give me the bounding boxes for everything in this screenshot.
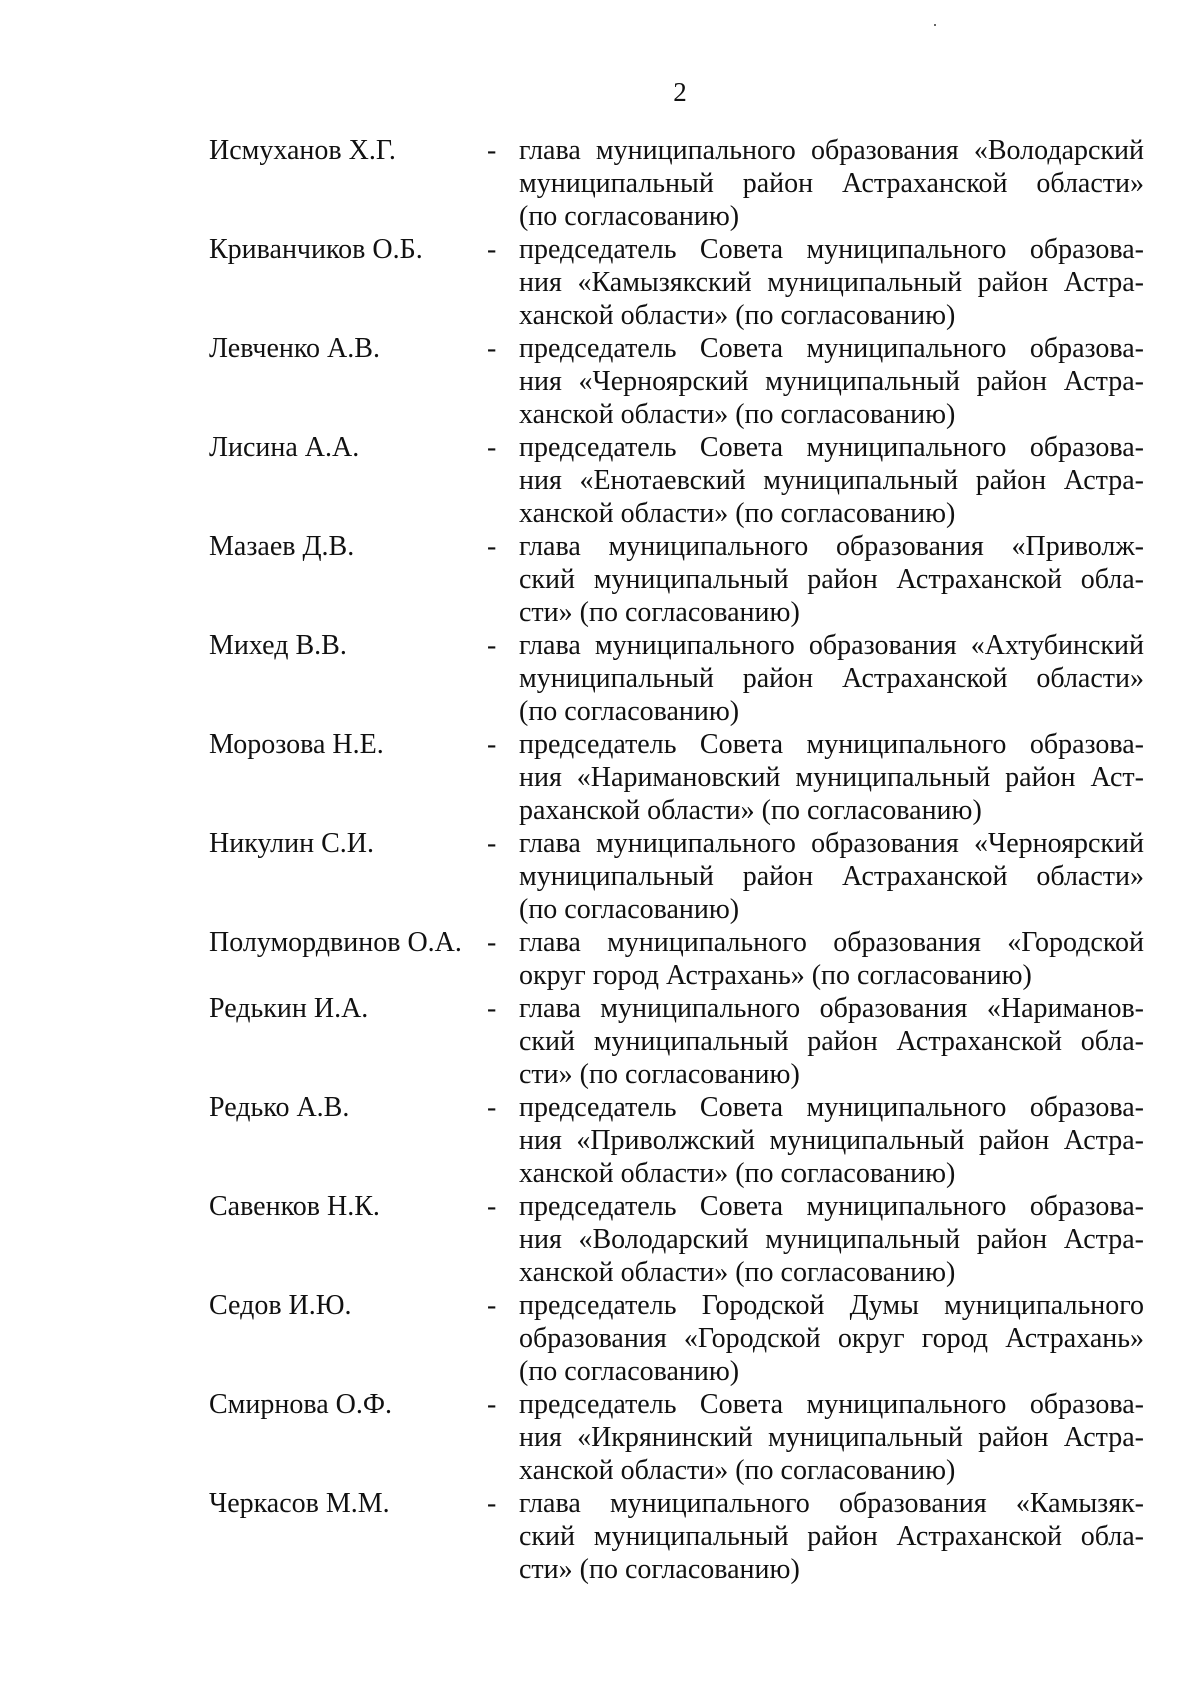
position-line: председатель Совета муниципального образова- <box>519 432 1144 463</box>
member-position <box>519 530 1144 629</box>
separator-dash: - <box>487 432 497 463</box>
list-item <box>209 728 1144 827</box>
member-position <box>519 629 1144 728</box>
separator-dash: - <box>487 234 497 265</box>
position-line: раханской области» (по согласованию) <box>519 795 982 826</box>
position-line: ния «Камызякский муниципальный район Астра- <box>519 267 1144 298</box>
member-position <box>519 926 1144 992</box>
position-line: (по согласованию) <box>519 894 740 925</box>
member-name: Левченко А.В. <box>209 333 380 364</box>
position-line: ния «Черноярский муниципальный район Астра- <box>519 366 1144 397</box>
position-line: ханской области» (по согласованию) <box>519 399 956 430</box>
position-line: глава муниципального образования «Городской <box>519 927 1144 958</box>
member-name: Морозова Н.Е. <box>209 729 384 760</box>
member-name: Савенков Н.К. <box>209 1191 380 1222</box>
position-line: муниципальный район Астраханской области» <box>519 861 1144 892</box>
position-line: ния «Икрянинский муниципальный район Астра- <box>519 1422 1144 1453</box>
position-line: образования «Городской округ город Астрахань» <box>519 1323 1144 1354</box>
position-line: председатель Совета муниципального образова- <box>519 729 1144 760</box>
scan-speck <box>934 24 936 26</box>
separator-dash: - <box>487 1191 497 1222</box>
position-line: сти» (по согласованию) <box>519 1059 800 1090</box>
member-list <box>209 134 1144 1586</box>
position-line: округ город Астрахань» (по согласованию) <box>519 960 1032 991</box>
separator-dash: - <box>487 1389 497 1420</box>
list-item <box>209 431 1144 530</box>
separator-dash: - <box>487 630 497 661</box>
position-line: глава муниципального образования «Нариманов- <box>519 993 1144 1024</box>
member-name: Полумордвинов О.А. <box>209 927 462 958</box>
member-position <box>519 431 1144 530</box>
list-item <box>209 1190 1144 1289</box>
position-line: председатель Городской Думы муниципального <box>519 1290 1144 1321</box>
position-line: ханской области» (по согласованию) <box>519 498 956 529</box>
list-item <box>209 233 1144 332</box>
position-line: председатель Совета муниципального образова- <box>519 234 1144 265</box>
position-line: (по согласованию) <box>519 696 740 727</box>
list-item <box>209 827 1144 926</box>
list-item <box>209 926 1144 992</box>
member-position <box>519 134 1144 233</box>
member-name: Редькин И.А. <box>209 993 369 1024</box>
position-line: ния «Енотаевский муниципальный район Астра- <box>519 465 1144 496</box>
member-position <box>519 1091 1144 1190</box>
member-position <box>519 992 1144 1091</box>
list-item <box>209 1388 1144 1487</box>
position-line: глава муниципального образования «Черноярский <box>519 828 1144 859</box>
member-name: Смирнова О.Ф. <box>209 1389 392 1420</box>
separator-dash: - <box>487 729 497 760</box>
position-line: сти» (по согласованию) <box>519 1554 800 1585</box>
member-position <box>519 1487 1144 1586</box>
list-item <box>209 1091 1144 1190</box>
position-line: (по согласованию) <box>519 201 740 232</box>
member-position <box>519 728 1144 827</box>
member-position <box>519 1190 1144 1289</box>
position-line: сти» (по согласованию) <box>519 597 800 628</box>
position-line: ния «Володарский муниципальный район Астра- <box>519 1224 1144 1255</box>
member-name: Редько А.В. <box>209 1092 350 1123</box>
page-number: 2 <box>673 77 687 107</box>
separator-dash: - <box>487 531 497 562</box>
list-item <box>209 332 1144 431</box>
position-line: муниципальный район Астраханской области» <box>519 168 1144 199</box>
position-line: ния «Наримановский муниципальный район Аст- <box>519 762 1144 793</box>
position-line: ский муниципальный район Астраханской обла- <box>519 1026 1144 1057</box>
member-position <box>519 1388 1144 1487</box>
member-name: Лисина А.А. <box>209 432 360 463</box>
separator-dash: - <box>487 1488 497 1519</box>
member-name: Черкасов М.М. <box>209 1488 390 1519</box>
separator-dash: - <box>487 1290 497 1321</box>
list-item <box>209 629 1144 728</box>
position-line: (по согласованию) <box>519 1356 740 1387</box>
member-position <box>519 1289 1144 1388</box>
separator-dash: - <box>487 993 497 1024</box>
separator-dash: - <box>487 135 497 166</box>
separator-dash: - <box>487 333 497 364</box>
member-name: Мазаев Д.В. <box>209 531 355 562</box>
member-name: Криванчиков О.Б. <box>209 234 423 265</box>
position-line: муниципальный район Астраханской области» <box>519 663 1144 694</box>
list-item <box>209 530 1144 629</box>
position-line: председатель Совета муниципального образова- <box>519 333 1144 364</box>
position-line: ханской области» (по согласованию) <box>519 1257 956 1288</box>
list-item <box>209 1289 1144 1388</box>
position-line: ханской области» (по согласованию) <box>519 1455 956 1486</box>
member-name: Исмуханов Х.Г. <box>209 135 396 166</box>
list-item <box>209 134 1144 233</box>
position-line: председатель Совета муниципального образова- <box>519 1191 1144 1222</box>
separator-dash: - <box>487 927 497 958</box>
position-line: глава муниципального образования «Приволж- <box>519 531 1144 562</box>
member-position <box>519 233 1144 332</box>
list-item <box>209 992 1144 1091</box>
separator-dash: - <box>487 828 497 859</box>
position-line: глава муниципального образования «Володарский <box>519 135 1144 166</box>
position-line: ский муниципальный район Астраханской обла- <box>519 1521 1144 1552</box>
position-line: ханской области» (по согласованию) <box>519 300 956 331</box>
position-line: ханской области» (по согласованию) <box>519 1158 956 1189</box>
position-line: ский муниципальный район Астраханской обла- <box>519 564 1144 595</box>
position-line: глава муниципального образования «Камызяк- <box>519 1488 1144 1519</box>
position-line: ния «Приволжский муниципальный район Астра- <box>519 1125 1144 1156</box>
position-line: председатель Совета муниципального образова- <box>519 1092 1144 1123</box>
member-name: Михед В.В. <box>209 630 347 661</box>
member-position <box>519 332 1144 431</box>
position-line: председатель Совета муниципального образова- <box>519 1389 1144 1420</box>
list-item <box>209 1487 1144 1586</box>
member-name: Седов И.Ю. <box>209 1290 352 1321</box>
position-line: глава муниципального образования «Ахтубинский <box>519 630 1144 661</box>
separator-dash: - <box>487 1092 497 1123</box>
member-position <box>519 827 1144 926</box>
member-name: Никулин С.И. <box>209 828 375 859</box>
